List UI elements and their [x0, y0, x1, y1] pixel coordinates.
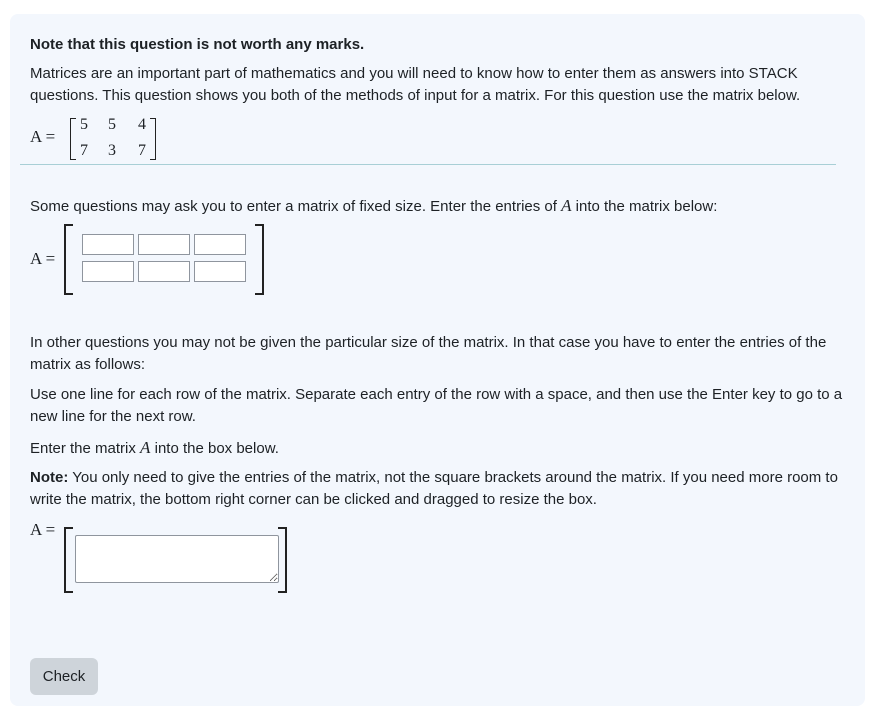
enter-text: Enter the matrix: [30, 440, 136, 457]
note-label: Note:: [30, 469, 69, 486]
matrix-input-r2c2[interactable]: [138, 261, 190, 282]
fixed-size-text-end: into the matrix below:: [575, 198, 718, 215]
fixed-size-text: Some questions may ask you to enter a matrix of fixed size. Enter the entries of: [30, 198, 557, 215]
row-instruction: Use one line for each row of the matrix. Separate each entry of the row with a space, and then use the Enter key to go to a new line for the next row.: [30, 386, 843, 425]
textarea-left-bracket: [64, 527, 73, 593]
matrix-cell: 7: [138, 142, 146, 159]
matrix-textarea[interactable]: [75, 535, 279, 583]
section-divider: [20, 164, 836, 165]
matrix-cell: 3: [108, 142, 116, 159]
matrix-cell: 5: [80, 116, 88, 133]
matrix-label: A =: [30, 127, 56, 146]
note-text: You only need to give the entries of the matrix, not the square brackets around the matrix. If you need more room to write the matrix, the bottom right corner can be clicked and dragged to resize the box.: [30, 469, 838, 508]
textarea-right-bracket: [278, 527, 287, 593]
matrix-right-bracket: [150, 118, 156, 160]
fixed-size-instruction: [30, 195, 717, 218]
input-left-bracket: [64, 224, 73, 295]
enter-text-end: into the box below.: [154, 440, 279, 457]
input-right-bracket: [255, 224, 264, 295]
input-matrix-label: A =: [30, 249, 56, 268]
note-heading: Note that this question is not worth any marks.: [30, 36, 365, 53]
note-paragraph: [30, 467, 850, 511]
matrix-input-r2c3[interactable]: [194, 261, 246, 282]
matrix-cell: 5: [108, 116, 116, 133]
matrix-input-r2c1[interactable]: [82, 261, 134, 282]
other-questions-text: In other questions you may not be given the particular size of the matrix. In that case you have to enter the entries of the matrix as follows:: [30, 334, 827, 373]
check-button[interactable]: Check: [30, 658, 98, 695]
matrix-input-r1c3[interactable]: [194, 234, 246, 255]
intro-paragraph: Matrices are an important part of mathematics and you will need to know how to enter them as answers into STACK questions. This question shows you both of the methods of input for a matrix. For this question use the matrix below.: [30, 65, 801, 104]
textarea-matrix-label: A =: [30, 520, 56, 539]
variable-a: A: [561, 196, 572, 215]
enter-matrix-instruction: [30, 437, 279, 460]
matrix-cell: 7: [80, 142, 88, 159]
matrix-input-r1c1[interactable]: [82, 234, 134, 255]
variable-a: A: [140, 438, 151, 457]
matrix-cell: 4: [138, 116, 146, 133]
matrix-input-r1c2[interactable]: [138, 234, 190, 255]
